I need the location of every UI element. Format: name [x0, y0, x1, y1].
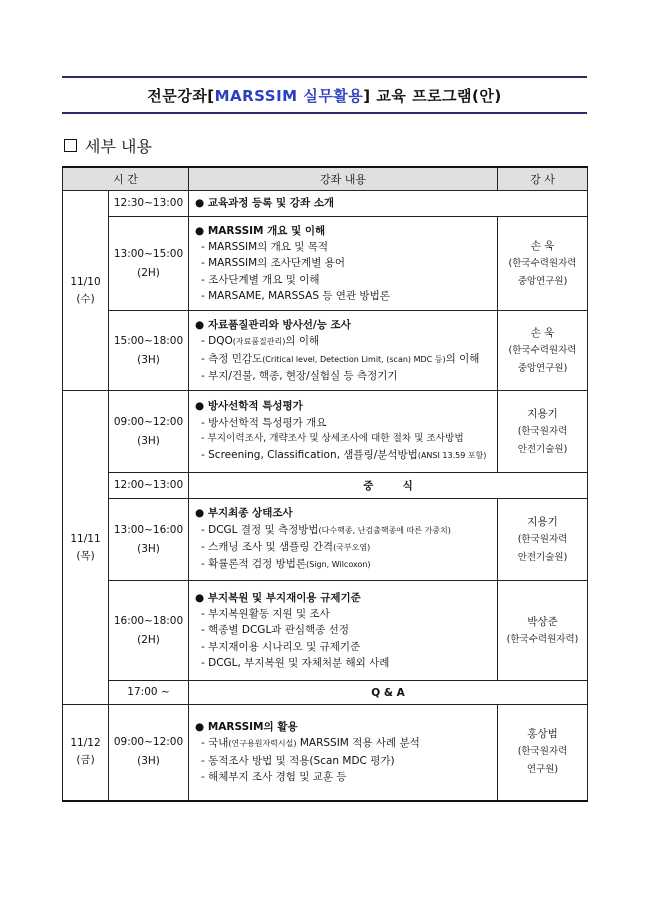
table-row — [63, 581, 588, 681]
lecturer-org: 안전기술원) — [517, 551, 568, 563]
item-note: (연구용원자력시설) — [228, 739, 297, 749]
weekday: (목) — [76, 549, 95, 562]
lecturer-org: 중앙연구원) — [517, 275, 568, 287]
table-row — [63, 473, 588, 499]
item-note: (Sign, Wilcoxon) — [306, 560, 371, 570]
list-item: - 동적조사 방법 및 적용(Scan MDC 평가) — [201, 754, 395, 767]
content-cell — [189, 311, 498, 391]
content-cell — [189, 391, 498, 473]
lecturer-name: 박상준 — [527, 615, 558, 628]
list-item: - 방사선학적 특성평가 개요 — [201, 416, 327, 429]
item-note: (다수핵종, 난검출핵종에 따른 가중치) — [318, 525, 451, 535]
content-cell — [189, 217, 498, 311]
duration: (3H) — [137, 755, 160, 768]
time: 16:00~18:00 — [113, 614, 184, 627]
time: 15:00~18:00 — [113, 334, 184, 347]
bullet-icon: ● — [195, 318, 208, 331]
table-row — [63, 391, 588, 473]
lecturer-org: (한국원자력 — [517, 746, 568, 758]
content-cell — [189, 581, 498, 681]
list-item — [195, 735, 491, 752]
list-item: - 부지/건물, 핵종, 현장/실험실 등 측정기기 — [201, 369, 398, 382]
lecturer-name: 손 욱 — [530, 326, 555, 339]
lecturer-cell — [498, 705, 588, 801]
lecturer-org: (한국수력원자력 — [508, 257, 577, 269]
lecturer-cell — [498, 499, 588, 581]
title-accent: MARSSIM 실무활용 — [214, 86, 364, 105]
item-note: (Critical level, Detection Limit, (scan) MDC 등) — [262, 354, 446, 364]
content-head-text: 방사선학적 특성평가 — [207, 400, 303, 413]
time-cell — [109, 499, 189, 581]
bullet-icon: ● — [195, 197, 208, 210]
lecturer-name: 지용기 — [527, 515, 558, 528]
bullet-icon: ● — [195, 721, 208, 734]
time-cell — [109, 391, 189, 473]
bullet-icon: ● — [195, 400, 208, 413]
content-cell — [189, 705, 498, 801]
item-text: - Screening, Classification, 샘플링/분석방법 — [201, 449, 418, 462]
title-suffix: ] 교육 프로그램(안) — [363, 86, 502, 105]
item-note: (ANSI 13.59 포함) — [417, 451, 487, 461]
section-heading-text: 세부 내용 — [85, 137, 152, 156]
time-cell — [109, 217, 189, 311]
content-head-text: 자료품질관리와 방사선/능 조사 — [207, 318, 351, 331]
list-item — [195, 333, 491, 350]
item-text: - 국내 — [201, 737, 229, 750]
content-head-text: MARSSIM의 활용 — [207, 721, 298, 734]
title-prefix: 전문강좌[ — [147, 86, 215, 105]
list-item — [195, 539, 491, 556]
content-head — [195, 223, 491, 239]
content-head-text: 부지최종 상태조사 — [207, 507, 293, 520]
item-note: (국부오염) — [333, 543, 371, 552]
item-text: 의 이해 — [445, 352, 480, 365]
content-head — [195, 398, 491, 414]
table-row — [63, 191, 588, 217]
content-head-text: 부지복원 및 부지재이용 규제기준 — [207, 591, 361, 604]
time: 09:00~12:00 — [113, 736, 184, 749]
content-cell — [189, 191, 588, 217]
item-text: - 측정 민감도 — [201, 352, 263, 365]
list-item: - DCGL, 부지복원 및 자체처분 해외 사례 — [201, 656, 390, 669]
lecturer-cell — [498, 581, 588, 681]
list-item — [195, 522, 491, 539]
lecturer-cell — [498, 391, 588, 473]
list-item: - MARSAME, MARSSAS 등 연관 방법론 — [201, 289, 390, 302]
time: 09:00~12:00 — [113, 415, 184, 428]
item-text: - DQO — [201, 335, 233, 348]
duration: (2H) — [137, 266, 160, 279]
item-text: - DCGL 결정 및 측정방법 — [201, 523, 319, 536]
content-head: 교육과정 등록 및 강좌 소개 — [207, 197, 335, 210]
header-lecturer: 강 사 — [498, 167, 588, 191]
weekday: (수) — [76, 292, 95, 305]
lecturer-name: 지용기 — [527, 407, 558, 420]
list-item — [195, 351, 491, 368]
list-item: - 부지이력조사, 개략조사 및 상세조사에 대한 절차 및 조사방법 — [201, 433, 464, 444]
list-item: - MARSSIM의 개요 및 목적 — [201, 241, 329, 254]
header-time: 시 간 — [63, 167, 189, 191]
program-table — [62, 166, 588, 802]
table-row — [63, 681, 588, 705]
lecturer-org: 안전기술원) — [517, 443, 568, 455]
lecturer-name: 손 욱 — [530, 239, 555, 252]
lecturer-org: 연구원) — [526, 764, 559, 776]
bullet-icon: ● — [195, 507, 208, 520]
lecturer-cell — [498, 311, 588, 391]
time-cell — [109, 705, 189, 801]
lecturer-org: (한국원자력 — [517, 425, 568, 437]
qa-cell: Q & A — [189, 681, 588, 705]
time: 13:00~15:00 — [113, 247, 184, 260]
lecturer-org: (한국수력원자력 — [508, 344, 577, 356]
weekday: (금) — [76, 754, 95, 767]
item-text: MARSSIM 적용 사례 분석 — [296, 737, 420, 750]
lecturer-org: (한국원자력 — [517, 533, 568, 545]
date: 11/10 — [70, 275, 101, 288]
bullet-icon: ● — [195, 224, 208, 237]
list-item: - 부지재이용 시나리오 및 규제기준 — [201, 640, 361, 653]
duration: (2H) — [137, 633, 160, 646]
item-text: - 확률론적 검정 방법론 — [201, 558, 307, 571]
time-cell: 12:00~13:00 — [109, 473, 189, 499]
duration: (3H) — [137, 353, 160, 366]
list-item: - 핵종별 DCGL과 관심핵종 선정 — [201, 624, 349, 637]
list-item: - MARSSIM의 조사단계별 용어 — [201, 257, 345, 270]
time-cell — [109, 311, 189, 391]
duration: (3H) — [137, 542, 160, 555]
checkbox-square-icon — [64, 139, 77, 152]
section-heading — [64, 134, 152, 157]
table-row — [63, 311, 588, 391]
bullet-icon: ● — [195, 591, 208, 604]
header-content: 강좌 내용 — [189, 167, 498, 191]
content-head — [195, 505, 491, 521]
item-note: (자료품질관리) — [232, 337, 286, 347]
content-head — [195, 317, 491, 333]
date: 11/11 — [70, 532, 101, 545]
table-header-row — [63, 167, 588, 191]
lunch-cell: 중 식 — [189, 473, 588, 499]
time: 13:00~16:00 — [113, 523, 184, 536]
time-cell — [109, 581, 189, 681]
duration: (3H) — [137, 434, 160, 447]
content-head-text: MARSSIM 개요 및 이해 — [207, 224, 326, 237]
list-item: - 해체부지 조사 경험 및 교훈 등 — [201, 771, 347, 784]
page-title — [62, 76, 587, 114]
item-text: - 스캐닝 조사 및 샘플링 간격 — [201, 541, 334, 553]
date-cell — [63, 191, 109, 391]
table-row — [63, 705, 588, 801]
lecturer-org: (한국수력원자력) — [506, 633, 579, 645]
table-row — [63, 499, 588, 581]
lecturer-org: 중앙연구원) — [517, 362, 568, 374]
content-head — [195, 719, 491, 735]
list-item — [195, 447, 491, 464]
lecturer-name: 홍상범 — [527, 728, 558, 741]
date-cell — [63, 391, 109, 705]
content-head — [195, 590, 491, 606]
list-item — [195, 556, 491, 573]
table-row — [63, 217, 588, 311]
item-text: 의 이해 — [285, 335, 320, 348]
content-cell — [189, 499, 498, 581]
time-cell: 17:00 ~ — [109, 681, 189, 705]
time-cell: 12:30~13:00 — [109, 191, 189, 217]
list-item: - 조사단계별 개요 및 이해 — [201, 273, 320, 286]
lecturer-cell — [498, 217, 588, 311]
date-cell — [63, 705, 109, 801]
list-item: - 부지복원활동 지원 및 조사 — [201, 608, 330, 621]
date: 11/12 — [70, 737, 101, 750]
